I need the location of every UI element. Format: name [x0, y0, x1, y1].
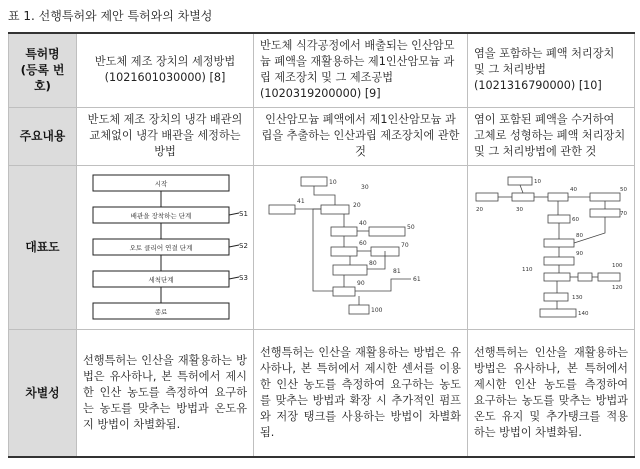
diagram-ref-label: 10: [534, 179, 541, 185]
table-title: 표 1. 선행특허와 제안 특허와의 차별성: [8, 9, 213, 23]
diagram-block: [548, 193, 568, 201]
diagram-ref-label: 60: [572, 217, 579, 223]
diagram-block: [333, 265, 367, 275]
patent-1-name-cell: [77, 33, 254, 107]
diagram-block: [508, 177, 532, 185]
diagram-block: [512, 193, 534, 201]
diagram-block: [590, 193, 620, 201]
patent-2-number: (1020319200000) [9]: [260, 87, 381, 101]
patent-3-number: (1021316790000) [10]: [474, 79, 602, 93]
diagram-block: [331, 247, 357, 256]
diagram-block: [369, 227, 405, 236]
patent-2-name: 반도체 식각공정에서 배출되는 인산암모늄 폐액을 재활용하는 제1인산암모늄 과립 제조장치 및 그 제조공법: [260, 39, 455, 85]
flow-step-label: S1: [239, 210, 248, 218]
diagram-ref-label: 20: [476, 207, 483, 213]
patent-1-content: 반도체 제조 장치의 냉각 배관의 교체없이 냉각 배관을 세정하는 방법: [77, 107, 254, 165]
diagram-block: [321, 205, 349, 214]
diagram-ref-label: 90: [356, 280, 365, 287]
diagram-block: [544, 293, 568, 301]
diagram-block: [349, 305, 369, 314]
header-difference: 차별성: [9, 329, 77, 457]
diagram-block: [544, 239, 574, 247]
diagram-block: [548, 215, 570, 223]
diagram-ref-label: 40: [358, 220, 367, 227]
diagram-block: [590, 209, 620, 217]
diagram-ref-label: 140: [578, 311, 589, 317]
diagram-ref-label: 100: [612, 263, 623, 269]
treatment-diagram-figure: [472, 169, 630, 325]
diagram-ref-label: 130: [572, 295, 583, 301]
row-patent-name: [9, 33, 635, 107]
patent-3-figure: [468, 165, 635, 329]
flow-step-text: 배관을 장착하는 단계: [130, 212, 192, 220]
comparison-table: [8, 32, 635, 458]
diagram-ref-label: 70: [400, 242, 409, 249]
header-patent-name: [9, 33, 77, 107]
flow-step-text: 종료: [154, 308, 168, 316]
diagram-ref-label: 70: [620, 211, 627, 217]
flow-step-text: 세척단계: [148, 276, 174, 284]
header-patent-name-line2: (등록 번호): [20, 63, 65, 94]
diagram-ref-label: 40: [570, 187, 577, 193]
diagram-block: [301, 177, 327, 186]
patent-1-difference: 선행특허는 인산을 재활용하는 방법은 유사하나, 본 특허에서 제시한 인산 농도를 측정하여 요구하는 농도를 맞추는 방법과 온도유지 방법이 차별화됨.: [77, 329, 254, 457]
row-main-content: [9, 107, 635, 165]
diagram-block: [544, 273, 570, 281]
apparatus-diagram-figure: [261, 169, 461, 325]
diagram-block: [331, 227, 357, 236]
header-patent-name-line1: 특허명: [25, 47, 60, 62]
diagram-block: [540, 309, 576, 317]
diagram-ref-label: 41: [296, 198, 305, 205]
diagram-ref-label: 100: [370, 307, 382, 314]
patent-2-content: 인산암모늄 폐액에서 제1인산암모늄 과립을 추출하는 인산과립 제조장치에 관한 것: [254, 107, 468, 165]
diagram-block: [269, 205, 295, 214]
row-difference: [9, 329, 635, 457]
diagram-ref-label: 81: [392, 268, 401, 275]
patent-3-name: 염을 포함하는 폐액 처리장치 및 그 처리방법: [474, 47, 615, 77]
patent-2-difference: 선행특허는 인산을 재활용하는 방법은 유사하나, 본 특허에서 제시한 센서를 이용한 인산 농도를 측정하여 요구하는 농도를 맞추는 방법과 확장 시 추가적인 펌프와 저장 탱크를 사용하는 방법이 차별화됨.: [254, 329, 468, 457]
patent-3-content: 염이 포함된 폐액을 수거하여 고체로 성형하는 폐액 처리장치 및 그 처리방법에 관한 것: [468, 107, 635, 165]
diagram-ref-label: 30: [360, 184, 369, 191]
diagram-ref-label: 10: [328, 179, 337, 186]
diagram-ref-label: 80: [576, 233, 583, 239]
diagram-block: [333, 287, 355, 296]
row-figure: [9, 165, 635, 329]
header-main-content: 주요내용: [9, 107, 77, 165]
header-figure: 대표도: [9, 165, 77, 329]
diagram-ref-label: 50: [406, 224, 415, 231]
diagram-ref-label: 61: [412, 276, 421, 283]
diagram-ref-label: 50: [620, 187, 627, 193]
flow-step-label: S2: [239, 242, 248, 250]
patent-1-name: 반도체 제조 장치의 세정방법: [94, 55, 236, 69]
diagram-block: [476, 193, 498, 201]
diagram-ref-label: 120: [612, 285, 623, 291]
patent-1-number: (1021601030000) [8]: [104, 71, 226, 85]
patent-1-figure: [77, 165, 254, 329]
diagram-ref-label: 30: [516, 207, 523, 213]
flowchart-figure: [81, 169, 249, 325]
diagram-ref-label: 60: [358, 240, 367, 247]
diagram-ref-label: 20: [352, 202, 361, 209]
flow-step-text: 오토 클리어 연결 단계: [129, 244, 193, 252]
patent-2-figure: [254, 165, 468, 329]
diagram-block: [598, 273, 620, 281]
diagram-ref-label: 80: [368, 260, 377, 267]
diagram-block: [544, 257, 574, 265]
patent-3-name-cell: [468, 33, 635, 107]
patent-2-name-cell: [254, 33, 468, 107]
diagram-ref-label: 110: [522, 267, 533, 273]
flow-step-label: S3: [239, 274, 248, 282]
diagram-ref-label: 90: [576, 251, 583, 257]
flow-step-text: 시작: [154, 180, 168, 188]
patent-3-difference: 선행특허는 인산을 재활용하는 방법은 유사하나, 본 특허에서 제시한 인산 농도를 측정하여 요구하는 농도를 맞추는 방법과 온도 유지 및 추가탱크를 적용하는 방법이 차별화됨.: [468, 329, 635, 457]
diagram-block: [578, 273, 592, 281]
